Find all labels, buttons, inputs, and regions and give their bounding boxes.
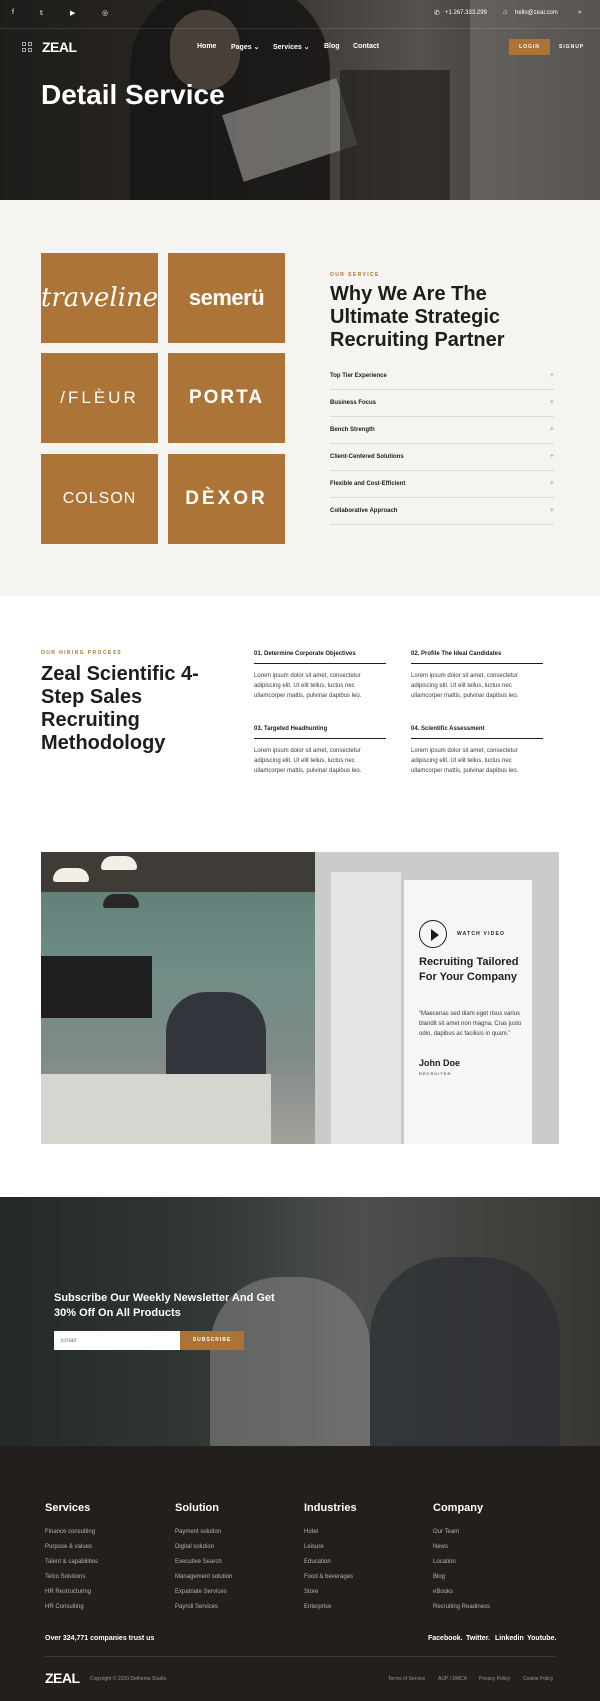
brand-traveline bbox=[41, 253, 158, 343]
email-input[interactable] bbox=[54, 1331, 180, 1350]
office-tv bbox=[41, 956, 152, 1018]
footer-link[interactable]: Management solution bbox=[175, 1574, 233, 1580]
nav-pages[interactable] bbox=[231, 43, 259, 51]
footer-heading-services: Services bbox=[45, 1502, 91, 1514]
contact-email[interactable]: hello@zeal.com bbox=[515, 10, 558, 16]
footer bbox=[0, 1446, 600, 1701]
accordion-item[interactable] bbox=[330, 471, 554, 498]
brand-dexor bbox=[168, 454, 285, 544]
footer-link[interactable]: HR Consulting bbox=[45, 1604, 84, 1610]
nav-pages-label: Pages bbox=[231, 44, 252, 51]
newsletter-title: Subscribe Our Weekly Newsletter And Get 30% Off On All Products bbox=[54, 1292, 275, 1319]
footer-link[interactable]: Talent & capabilities bbox=[45, 1559, 99, 1565]
footer-link[interactable]: Leisure bbox=[304, 1544, 324, 1550]
hiring-title: Zeal Scientific 4-Step Sales Recruiting Methodology bbox=[41, 663, 199, 754]
footer-twitter-link[interactable]: Twitter. bbox=[466, 1635, 490, 1642]
lamp-shape bbox=[103, 894, 139, 908]
testimonial-role: RECRUITER bbox=[419, 1071, 452, 1076]
footer-link[interactable]: Location bbox=[433, 1559, 456, 1565]
step-text: Lorem ipsum dolor sit amet, consectetur adipiscing elit. Ut elit tellus, luctus nec ullamcorper mattis, pulvinar dapibus leo. bbox=[254, 673, 362, 699]
brand-logo-text: PORTA bbox=[188, 387, 265, 408]
top-bar bbox=[0, 0, 600, 29]
play-button[interactable] bbox=[419, 920, 447, 948]
privacy-link[interactable]: Privacy Policy bbox=[479, 1676, 511, 1682]
subscribe-button[interactable]: SUBSCRIBE bbox=[180, 1331, 244, 1350]
footer-link[interactable]: Purpose & values bbox=[45, 1544, 93, 1550]
logo-grid-icon bbox=[22, 42, 32, 52]
plus-icon: + bbox=[549, 399, 554, 406]
accordion-item[interactable] bbox=[330, 363, 554, 390]
testimonial-quote: “Maecenas sed diam eget risus varius blandit sit amet non magna. Cras justo odio, dapibus ac facilisis in quam.” bbox=[419, 1011, 522, 1037]
step-text: Lorem ipsum dolor sit amet, consectetur adipiscing elit. Ut elit tellus, luctus nec ullamcorper mattis, pulvinar dapibus leo. bbox=[411, 673, 519, 699]
brand-porta bbox=[168, 353, 285, 443]
accordion-item[interactable] bbox=[330, 444, 554, 471]
step-title: 03. Targeted Headhunting bbox=[254, 726, 386, 739]
footer-link[interactable]: Payment solution bbox=[175, 1529, 222, 1535]
footer-heading-industries: Industries bbox=[304, 1502, 357, 1514]
footer-heading-solution: Solution bbox=[175, 1502, 219, 1514]
accordion-item[interactable] bbox=[330, 498, 554, 525]
brand-semeru bbox=[168, 253, 285, 343]
newsletter-overlay bbox=[0, 1197, 600, 1446]
plus-icon: + bbox=[549, 480, 554, 487]
step-title: 02. Profile The Ideal Candidates bbox=[411, 651, 543, 664]
step-text: Lorem ipsum dolor sit amet, consectetur adipiscing elit. Ut elit tellus, luctus nec ullamcorper mattis, pulvinar dapibus leo. bbox=[411, 748, 519, 774]
service-title: Why We Are The Ultimate Strategic Recruiting Partner bbox=[330, 283, 505, 351]
brand-logo-text: traveline bbox=[40, 283, 159, 313]
chevron-down-icon: ⌄ bbox=[303, 44, 310, 51]
twitter-icon[interactable]: 𝕥 bbox=[40, 10, 44, 17]
accordion-label: Client-Centered Solutions bbox=[330, 454, 404, 460]
plus-icon: + bbox=[549, 507, 554, 514]
cookie-link[interactable]: Cookie Policy bbox=[523, 1676, 554, 1682]
step-title: 01. Determine Corporate Objectives bbox=[254, 651, 386, 664]
step-text: Lorem ipsum dolor sit amet, consectetur adipiscing elit. Ut elit tellus, luctus nec ullamcorper mattis, pulvinar dapibus leo. bbox=[254, 748, 362, 774]
nav-home[interactable]: Home bbox=[197, 43, 217, 50]
phone-number[interactable]: +1 267.333.299 bbox=[445, 10, 487, 16]
nav-services-label: Services bbox=[273, 44, 302, 51]
footer-linkedin-link[interactable]: Linkedin bbox=[495, 1635, 524, 1642]
brand-logo-text: semerü bbox=[188, 285, 265, 310]
youtube-icon[interactable]: ▶ bbox=[70, 10, 76, 17]
hiring-eyebrow: OUR HIRING PROCESS bbox=[41, 650, 123, 656]
footer-link[interactable]: Telco Solutions bbox=[45, 1574, 86, 1580]
facebook-icon[interactable]: f bbox=[12, 9, 14, 16]
plus-icon: + bbox=[549, 372, 554, 379]
trust-statement: Over 324,771 companies trust us bbox=[45, 1635, 155, 1642]
phone-icon: ✆ bbox=[434, 10, 440, 17]
footer-link[interactable]: Food & beverages bbox=[304, 1574, 354, 1580]
nav-services[interactable] bbox=[273, 43, 310, 51]
instagram-icon[interactable]: ◎ bbox=[102, 10, 109, 17]
footer-link[interactable]: Finance consulting bbox=[45, 1529, 96, 1535]
search-icon[interactable]: ⌕ bbox=[578, 9, 582, 16]
accordion-label: Top Tier Experience bbox=[330, 373, 387, 379]
accordion-item[interactable] bbox=[330, 390, 554, 417]
footer-logo[interactable]: ZEAL bbox=[45, 1670, 80, 1686]
terms-link[interactable]: Terms of Service bbox=[388, 1676, 426, 1682]
footer-link[interactable]: Store bbox=[304, 1589, 319, 1595]
newsletter-section bbox=[0, 1197, 600, 1446]
brand-logo-text: COLSON bbox=[62, 490, 137, 507]
footer-facebook-link[interactable]: Facebook. bbox=[428, 1635, 463, 1642]
watch-video-link[interactable]: WATCH VIDEO bbox=[457, 931, 506, 937]
accordion-label: Business Focus bbox=[330, 400, 377, 406]
footer-divider bbox=[45, 1656, 555, 1657]
play-icon bbox=[431, 929, 439, 941]
footer-link[interactable]: Education bbox=[304, 1559, 331, 1565]
brand-colson bbox=[41, 454, 158, 544]
nav-blog[interactable]: Blog bbox=[324, 43, 340, 50]
footer-youtube-link[interactable]: Youtube. bbox=[527, 1635, 557, 1642]
aup-dmca-link[interactable]: AUP / DMCA bbox=[438, 1676, 468, 1682]
footer-link[interactable]: Recruiting Readiness bbox=[433, 1604, 491, 1610]
footer-link[interactable]: Digital solution bbox=[175, 1544, 215, 1550]
footer-link[interactable]: News bbox=[433, 1544, 449, 1550]
logo[interactable]: ZEAL bbox=[42, 39, 77, 55]
video-card-title: Recruiting Tailored For Your Company bbox=[419, 956, 519, 983]
page-title: Detail Service bbox=[41, 79, 225, 110]
lamp-shape bbox=[101, 856, 137, 870]
plus-icon: + bbox=[549, 426, 554, 433]
footer-link[interactable]: Enterprise bbox=[304, 1604, 332, 1610]
nav-contact[interactable]: Contact bbox=[353, 43, 380, 50]
accordion-label: Flexible and Cost-Efficient bbox=[330, 481, 406, 487]
testimonial-name: John Doe bbox=[419, 1058, 461, 1068]
footer-link[interactable]: Hotel bbox=[304, 1529, 319, 1535]
brand-logo-text: /FLÈUR bbox=[60, 388, 139, 407]
plus-icon: + bbox=[549, 453, 554, 460]
footer-link[interactable]: HR Restructuring bbox=[45, 1589, 92, 1595]
office-window-pane bbox=[331, 872, 401, 1144]
accordion-label: Bench Strength bbox=[330, 427, 375, 433]
signup-link[interactable]: SIGNUP bbox=[559, 44, 585, 50]
brand-fleur bbox=[41, 353, 158, 443]
footer-link[interactable]: Payroll Services bbox=[175, 1604, 219, 1610]
footer-link[interactable]: Blog bbox=[433, 1574, 446, 1580]
footer-link[interactable]: Expatriate Services bbox=[175, 1589, 227, 1595]
footer-link[interactable]: Our Team bbox=[433, 1529, 460, 1535]
office-table bbox=[41, 1074, 271, 1144]
lamp-shape bbox=[53, 868, 89, 882]
home-icon: ⌂ bbox=[503, 9, 508, 16]
chevron-down-icon: ⌄ bbox=[253, 44, 260, 51]
service-eyebrow: OUR SERVICE bbox=[330, 272, 380, 278]
footer-link[interactable]: eBooks bbox=[433, 1589, 454, 1595]
login-button[interactable]: LOGIN bbox=[509, 39, 550, 55]
brand-logo-text: DÈXOR bbox=[185, 488, 268, 509]
footer-heading-company: Company bbox=[433, 1502, 484, 1514]
step-title: 04. Scientific Assessment bbox=[411, 726, 543, 739]
footer-link[interactable]: Executive Search bbox=[175, 1559, 222, 1565]
main-nav bbox=[0, 30, 600, 64]
accordion-item[interactable] bbox=[330, 417, 554, 444]
copyright: Copyright © 2020 Dethemе Studio bbox=[90, 1676, 167, 1682]
accordion-label: Collaborative Approach bbox=[330, 508, 398, 514]
